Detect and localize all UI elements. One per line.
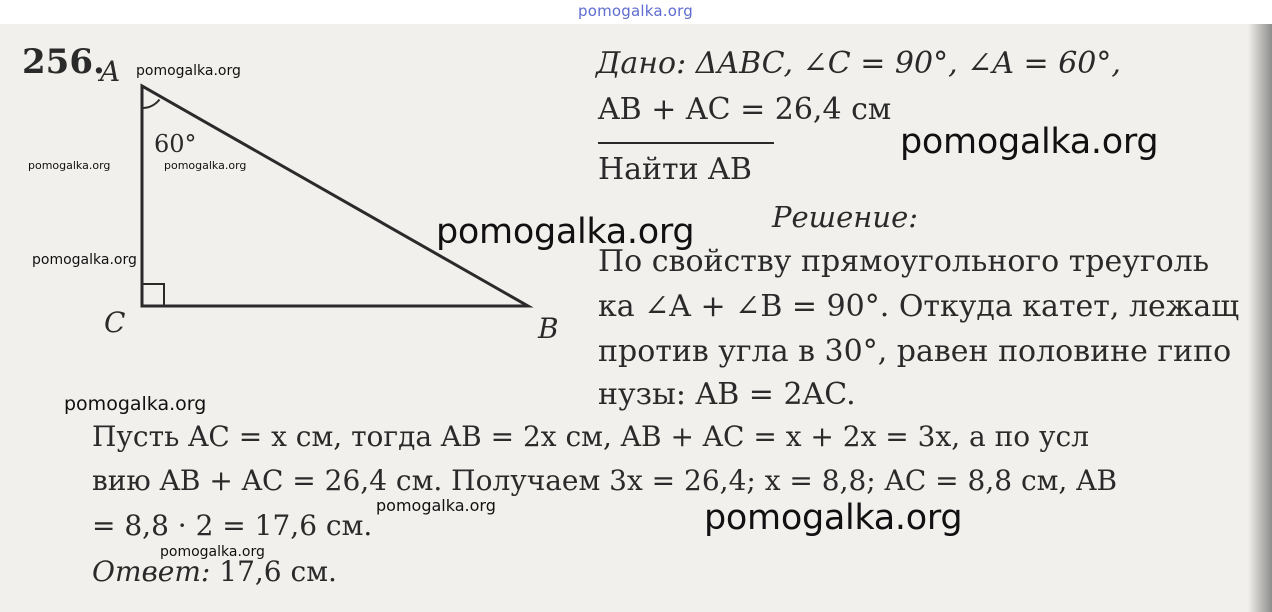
watermark: pomogalka.org [704, 498, 963, 538]
given-line-1: Дано: ΔABC, ∠C = 90°, ∠A = 60°, [596, 46, 1121, 81]
watermark: pomogalka.org [64, 393, 207, 415]
answer-label: Ответ: [92, 555, 211, 588]
solution-line-5: Пусть AC = x см, тогда AB = 2x см, AB + AC = x + 2x = 3x, а по усл [92, 420, 1089, 453]
solution-line-3: против угла в 30°, равен половине гипо [598, 334, 1232, 369]
watermark: pomogalka.org [136, 63, 241, 79]
angle-a-label: 60° [154, 130, 197, 158]
solution-heading: Решение: [772, 200, 919, 234]
given-divider [598, 142, 774, 144]
find-line: Найти AB [598, 152, 752, 187]
triangle-figure [130, 78, 540, 318]
watermark: pomogalka.org [28, 159, 111, 172]
watermark: pomogalka.org [436, 212, 695, 252]
given-line-2: AB + AC = 26,4 см [598, 92, 892, 127]
watermark: pomogalka.org [376, 496, 496, 515]
right-angle-mark-c [142, 284, 164, 306]
vertex-c-label: C [104, 306, 126, 339]
watermark: pomogalka.org [164, 159, 247, 172]
solution-line-6: вию AB + AC = 26,4 см. Получаем 3x = 26,4; x = 8,8; AC = 8,8 см, AB [92, 464, 1118, 497]
site-watermark: pomogalka.org [578, 2, 693, 20]
solution-line-7: = 8,8 · 2 = 17,6 см. [92, 509, 373, 542]
problem-number: 256. [22, 42, 105, 82]
page-edge-shadow [1248, 24, 1272, 612]
vertex-b-label: B [538, 312, 559, 345]
watermark: pomogalka.org [900, 122, 1159, 162]
vertex-a-label: A [100, 55, 121, 88]
watermark: pomogalka.org [32, 252, 137, 268]
solution-line-2: ка ∠A + ∠B = 90°. Откуда катет, лежащ [598, 289, 1240, 324]
watermark: pomogalka.org [160, 544, 265, 560]
angle-arc-a [142, 100, 160, 109]
triangle-abc [142, 86, 528, 306]
answer-value: 17,6 см. [219, 555, 337, 588]
solution-line-4: нузы: AB = 2AC. [598, 377, 856, 412]
solution-line-1: По свойству прямоугольного треуголь [598, 244, 1210, 279]
